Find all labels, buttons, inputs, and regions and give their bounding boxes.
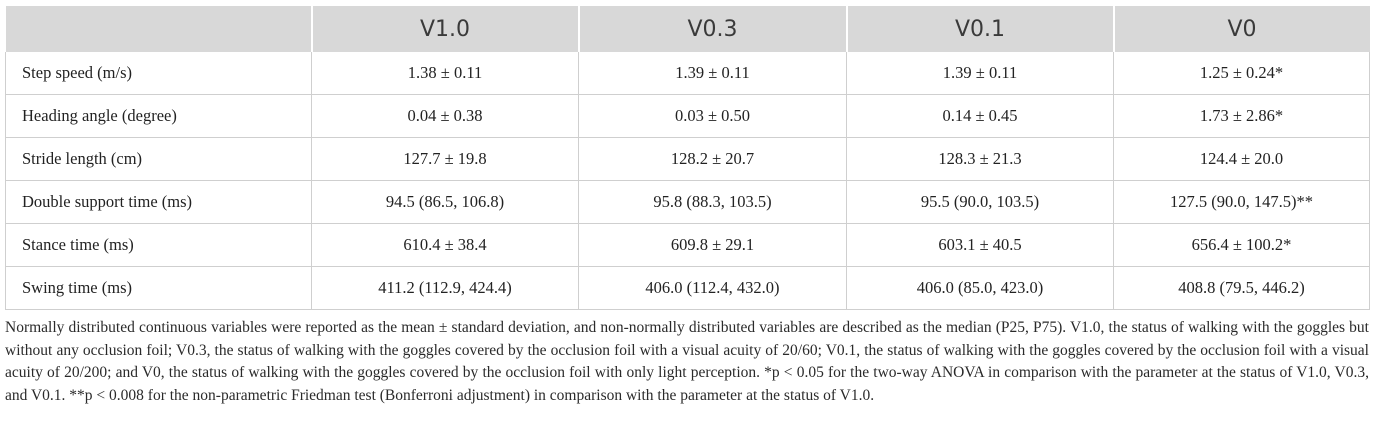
table-row xyxy=(6,224,1370,267)
row-label: Stance time (ms) xyxy=(6,224,312,267)
table-cell: 95.5 (90.0, 103.5) xyxy=(847,181,1114,224)
row-label: Step speed (m/s) xyxy=(6,52,312,95)
table-cell: 94.5 (86.5, 106.8) xyxy=(312,181,579,224)
header-row xyxy=(6,6,1370,52)
row-label: Stride length (cm) xyxy=(6,138,312,181)
table-cell: 127.7 ± 19.8 xyxy=(312,138,579,181)
table-cell: 411.2 (112.9, 424.4) xyxy=(312,267,579,310)
table-cell: 0.04 ± 0.38 xyxy=(312,95,579,138)
gait-parameters-table xyxy=(5,6,1370,310)
table-cell: 127.5 (90.0, 147.5)** xyxy=(1114,181,1370,224)
table-cell: 408.8 (79.5, 446.2) xyxy=(1114,267,1370,310)
header-cell-blank xyxy=(6,6,312,52)
table-cell: 95.8 (88.3, 103.5) xyxy=(579,181,847,224)
header-cell-v0-1: V0.1 xyxy=(847,6,1114,52)
table-cell: 610.4 ± 38.4 xyxy=(312,224,579,267)
table-cell: 1.25 ± 0.24* xyxy=(1114,52,1370,95)
table-cell: 128.2 ± 20.7 xyxy=(579,138,847,181)
table-footnote: Normally distributed continuous variables were reported as the mean ± standard deviation, and non-normally distributed variables are described as the median (P25, P75). V1.0, the status of walking with the goggles but without any occlusion foil; V0.3, the status of walking with the goggles covered by the occlusion foil with a visual acuity of 20/60; V0.1, the status of walking with the goggles covered by the occlusion foil with a visual acuity of 20/200; and V0, the status of walking with the goggles covered by the occlusion foil with only light perception. *p < 0.05 for the two-way ANOVA in comparison with the parameter at the status of V1.0, V0.3, and V0.1. **p < 0.008 for the non-parametric Friedman test (Bonferroni adjustment) in comparison with the parameter at the status of V1.0. xyxy=(5,319,1369,404)
table-cell: 0.03 ± 0.50 xyxy=(579,95,847,138)
table-cell: 603.1 ± 40.5 xyxy=(847,224,1114,267)
header-cell-v1-0: V1.0 xyxy=(312,6,579,52)
table-cell: 656.4 ± 100.2* xyxy=(1114,224,1370,267)
row-label: Heading angle (degree) xyxy=(6,95,312,138)
table-row xyxy=(6,95,1370,138)
table-cell: 1.39 ± 0.11 xyxy=(579,52,847,95)
table-cell: 609.8 ± 29.1 xyxy=(579,224,847,267)
table-row xyxy=(6,267,1370,310)
header-cell-v0-3: V0.3 xyxy=(579,6,847,52)
table-cell: 124.4 ± 20.0 xyxy=(1114,138,1370,181)
gait-parameters-table-figure xyxy=(5,6,1369,423)
table-row xyxy=(6,181,1370,224)
table-cell: 0.14 ± 0.45 xyxy=(847,95,1114,138)
table-cell: 1.38 ± 0.11 xyxy=(312,52,579,95)
table-row xyxy=(6,138,1370,181)
table-cell: 1.39 ± 0.11 xyxy=(847,52,1114,95)
table-cell: 406.0 (112.4, 432.0) xyxy=(579,267,847,310)
table-row xyxy=(6,52,1370,95)
table-cell: 1.73 ± 2.86* xyxy=(1114,95,1370,138)
table-cell: 128.3 ± 21.3 xyxy=(847,138,1114,181)
table-cell: 406.0 (85.0, 423.0) xyxy=(847,267,1114,310)
row-label: Double support time (ms) xyxy=(6,181,312,224)
row-label: Swing time (ms) xyxy=(6,267,312,310)
header-cell-v0: V0 xyxy=(1114,6,1370,52)
